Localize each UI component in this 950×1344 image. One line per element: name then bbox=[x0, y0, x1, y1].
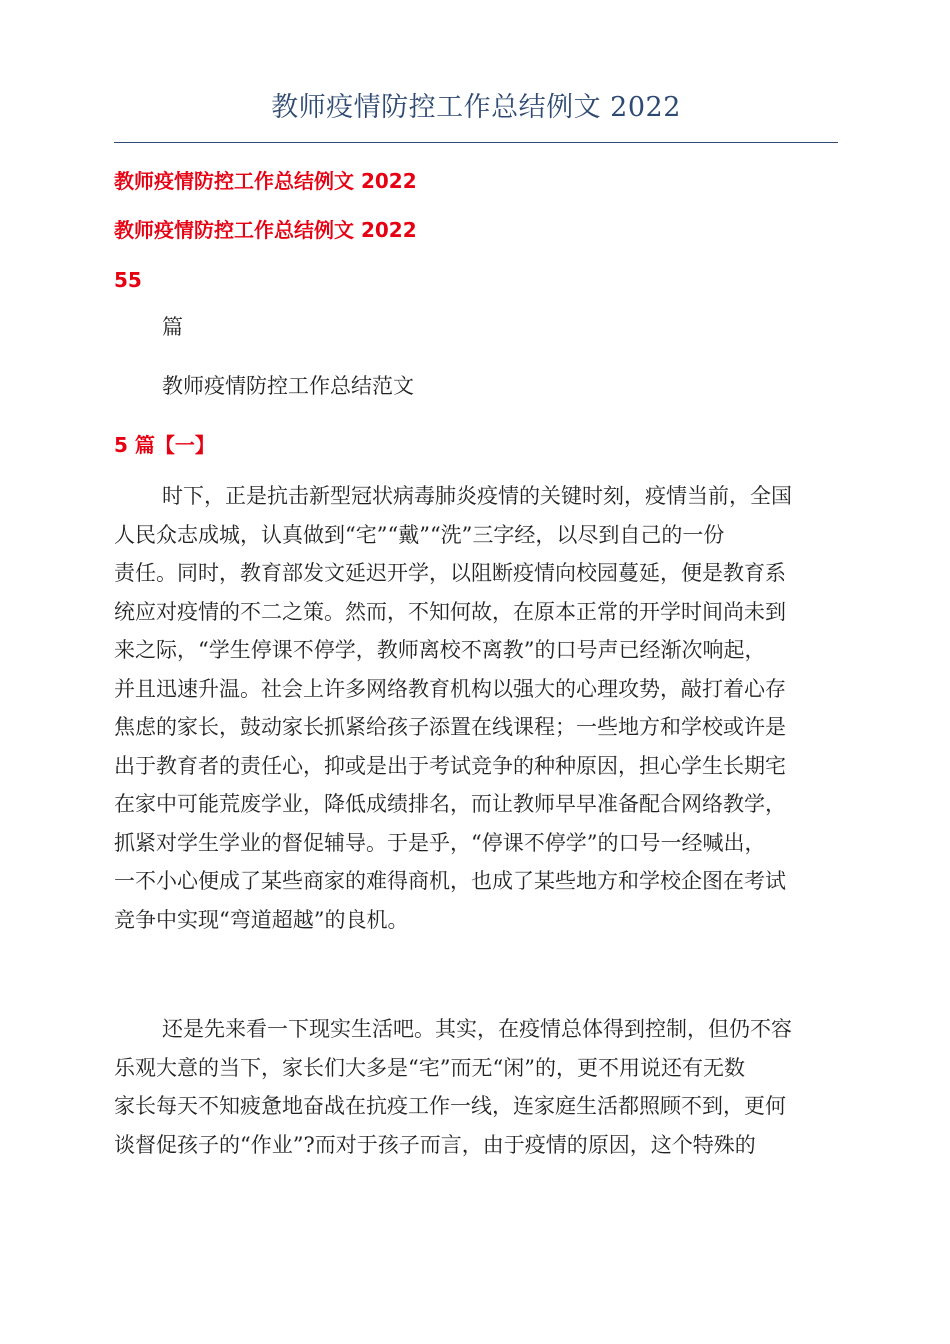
paragraph-line: 并且迅速升温。社会上许多网络教育机构以强大的心理攻势，敲打着心存 bbox=[114, 676, 786, 701]
paragraph-line: 在家中可能荒废学业，降低成绩排名，而让教师早早准备配合网络教学， bbox=[114, 792, 786, 816]
document-title: 教师疫情防控工作总结例文 2022 bbox=[271, 92, 681, 123]
paragraph-line: 时下，正是抗击新型冠状病毒肺炎疫情的关键时刻，疫情当前，全国 bbox=[162, 484, 792, 508]
paragraph-line: 统应对疫情的不二之策。然而，不知何故，在原本正常的开学时间尚未到 bbox=[114, 599, 786, 624]
paragraph-line: 抓紧对学生学业的督促辅导。于是乎，“停课不停学”的口号一经喊出， bbox=[114, 830, 766, 855]
red-heading-number: 55 bbox=[114, 268, 142, 292]
paragraph-line: 谈督促孩子的“作业”?而对于孩子而言，由于疫情的原因，这个特殊的 bbox=[114, 1132, 756, 1157]
pian-line: 篇 bbox=[162, 315, 183, 339]
paragraph-line: 出于教育者的责任心，抑或是出于考试竞争的种种原因，担心学生长期宅 bbox=[114, 753, 786, 778]
paragraph-line: 责任。同时，教育部发文延迟开学，以阻断疫情向校园蔓延，便是教育系 bbox=[114, 561, 786, 585]
red-heading-1: 教师疫情防控工作总结例文 2022 bbox=[114, 169, 417, 193]
paragraph-line: 竞争中实现“弯道超越”的良机。 bbox=[114, 907, 409, 932]
subtitle-line: 教师疫情防控工作总结范文 bbox=[162, 374, 414, 398]
paragraph-line: 家长每天不知疲惫地奋战在抗疫工作一线，连家庭生活都照顾不到，更何 bbox=[114, 1094, 786, 1118]
paragraph-line: 来之际，“学生停课不停学，教师离校不离教”的口号声已经渐次响起， bbox=[114, 638, 766, 662]
paragraph-line: 乐观大意的当下，家长们大多是“宅”而无“闲”的，更不用说还有无数 bbox=[114, 1055, 745, 1080]
paragraph-line: 焦虑的家长，鼓动家长抓紧给孩子添置在线课程；一些地方和学校或许是 bbox=[114, 715, 786, 739]
paragraph-line: 还是先来看一下现实生活吧。其实，在疫情总体得到控制，但仍不容 bbox=[162, 1017, 792, 1041]
red-heading-2: 教师疫情防控工作总结例文 2022 bbox=[114, 218, 417, 242]
paragraph-line: 一不小心便成了某些商家的难得商机，也成了某些地方和学校企图在考试 bbox=[114, 869, 786, 893]
title-underline bbox=[114, 142, 838, 143]
section-heading: 5 篇【一】 bbox=[114, 433, 215, 457]
paragraph-1 bbox=[114, 477, 838, 939]
paragraph-line: 人民众志成城，认真做到“宅”“戴”“洗”三字经，以尽到自己的一份 bbox=[114, 522, 725, 547]
paragraph-2 bbox=[114, 1010, 838, 1164]
